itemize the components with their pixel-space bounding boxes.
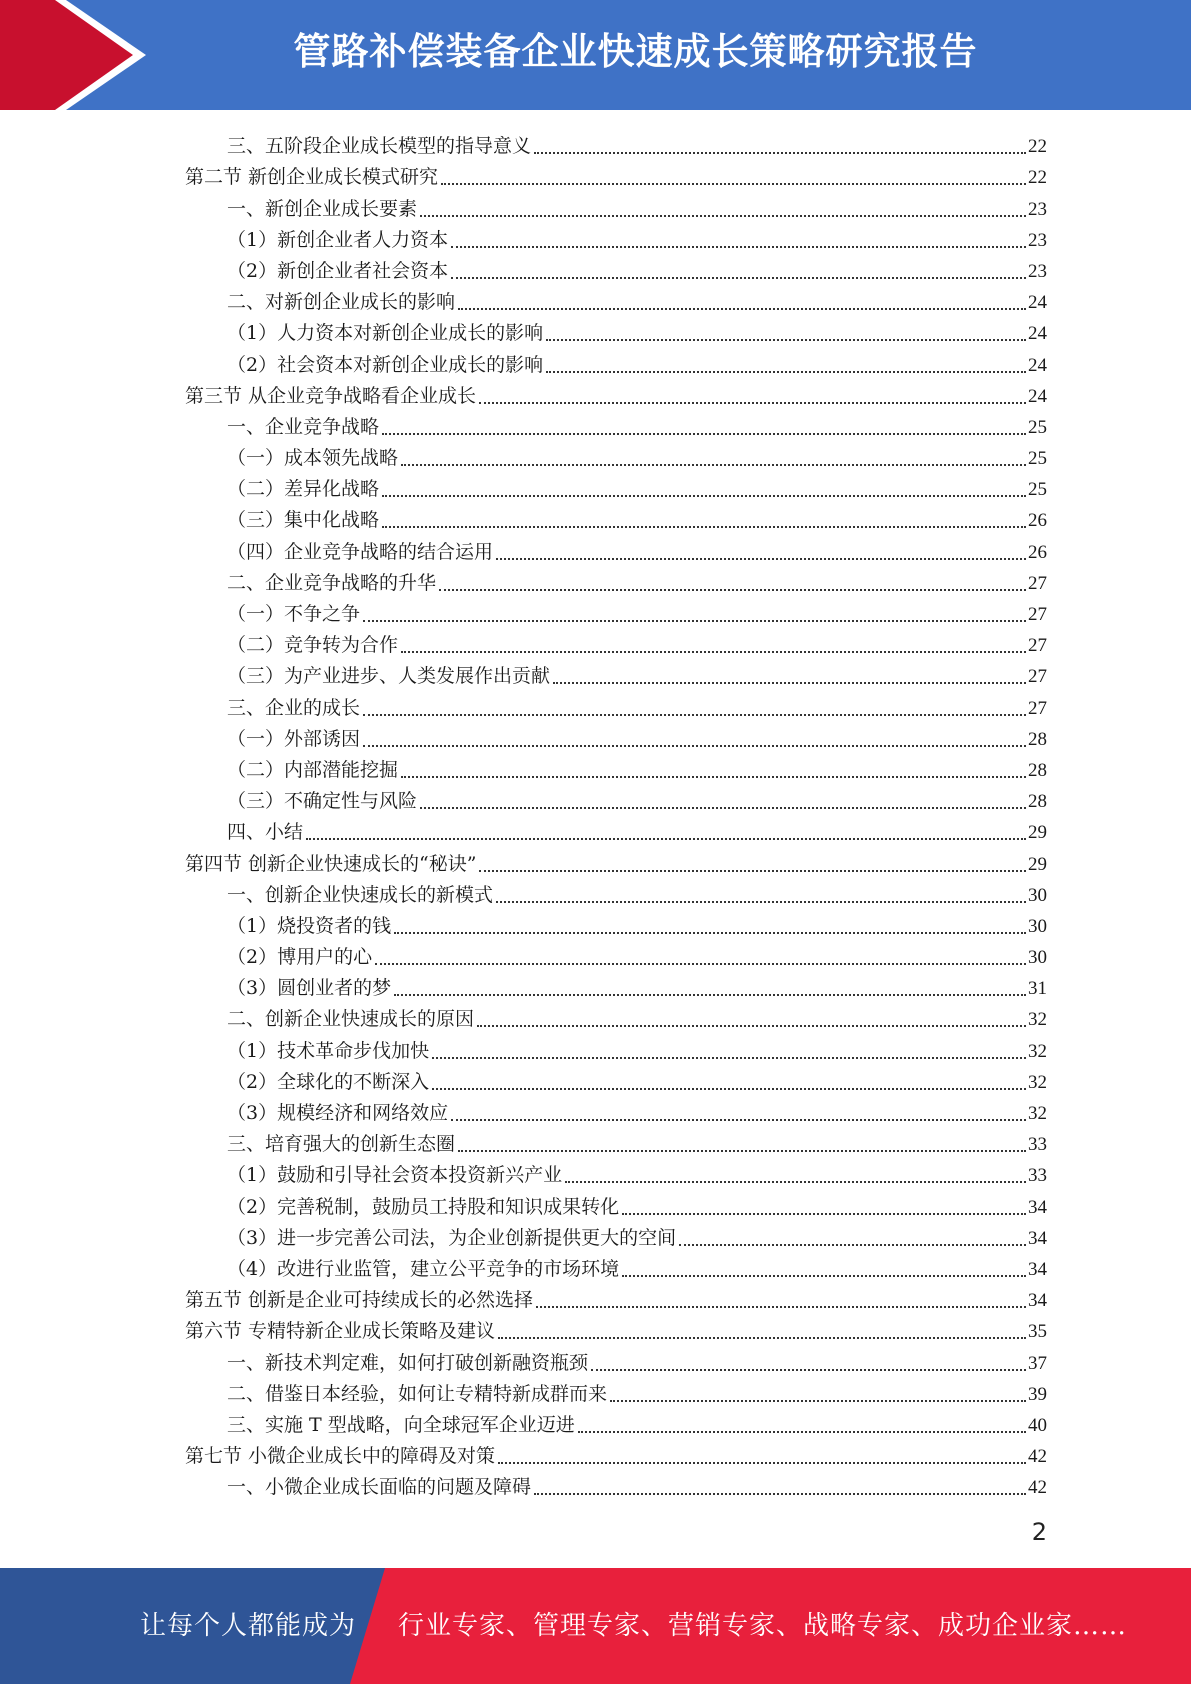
toc-entry (185, 379, 1047, 410)
toc-dot-leader (439, 589, 1026, 591)
toc-dot-leader (534, 152, 1026, 154)
toc-entry-title: 一、小微企业成长面临的问题及障碍 (227, 1476, 532, 1499)
toc-dot-leader (536, 1306, 1026, 1308)
toc-dot-leader (451, 1119, 1026, 1121)
footer-slogan-right: 行业专家、管理专家、营销专家、战略专家、成功企业家…… (398, 1611, 1128, 1641)
toc-entry-page: 28 (1028, 759, 1047, 781)
toc-entry-title: （二）差异化战略 (227, 478, 380, 501)
toc-entry-page: 34 (1028, 1227, 1047, 1249)
toc-entry-title: （三）不确定性与风险 (227, 790, 418, 813)
toc-entry-title: （2）新创企业者社会资本 (227, 259, 449, 282)
toc-dot-leader (565, 1181, 1026, 1183)
toc-entry-page: 34 (1028, 1196, 1047, 1218)
toc-entry-title: （一）外部诱因 (227, 727, 361, 750)
toc-entry-page: 34 (1028, 1258, 1047, 1280)
toc-dot-leader (479, 870, 1026, 872)
toc-entry-title: 三、五阶段企业成长模型的指导意义 (227, 135, 532, 158)
toc-entry (185, 1439, 1047, 1470)
toc-entry-title: 第二节 新创企业成长模式研究 (185, 166, 439, 189)
toc-entry-page: 27 (1028, 604, 1047, 625)
toc-entry-title: （二）竞争转为合作 (227, 634, 399, 657)
toc-entry (185, 410, 1047, 441)
toc-entry (185, 1096, 1047, 1127)
toc-dot-leader (458, 1150, 1026, 1152)
toc-entry-title: （1）烧投资者的钱 (227, 914, 392, 937)
red-chevron-icon (0, 0, 160, 110)
toc-dot-leader (458, 308, 1026, 310)
page-footer (0, 1568, 1191, 1684)
toc-entry (185, 534, 1047, 565)
toc-dot-leader (591, 1369, 1026, 1371)
toc-entry (185, 1252, 1047, 1283)
document-title: 管路补偿装备企业快速成长策略研究报告 (293, 30, 978, 73)
toc-dot-leader (546, 339, 1026, 341)
toc-dot-leader (496, 901, 1026, 903)
toc-entry-page: 28 (1028, 728, 1047, 750)
toc-entry-page: 27 (1028, 666, 1047, 688)
toc-dot-leader (553, 682, 1026, 684)
toc-entry (185, 1158, 1047, 1189)
toc-entry-title: 四、小结 (227, 821, 304, 844)
toc-entry (185, 597, 1047, 628)
toc-entry-title: （2）社会资本对新创企业成长的影响 (227, 353, 544, 376)
toc-entry-title: 二、创新企业快速成长的原因 (227, 1008, 475, 1031)
toc-entry-page: 24 (1028, 385, 1047, 407)
toc-entry-title: 二、企业竞争战略的升华 (227, 571, 437, 594)
toc-entry (185, 441, 1047, 472)
toc-dot-leader (578, 1431, 1026, 1433)
toc-dot-leader (610, 1400, 1026, 1402)
toc-entry-title: （1）新创企业者人力资本 (227, 228, 449, 251)
toc-dot-leader (363, 620, 1026, 622)
toc-entry (185, 503, 1047, 534)
toc-entry-title: 第六节 专精特新企业成长策略及建议 (185, 1320, 496, 1343)
toc-entry-title: （2）全球化的不断深入 (227, 1070, 430, 1093)
toc-dot-leader (382, 526, 1026, 528)
toc-dot-leader (420, 807, 1026, 809)
toc-entry-title: （四）企业竞争战略的结合运用 (227, 540, 494, 563)
toc-entry-page: 32 (1028, 1103, 1047, 1124)
toc-dot-leader (534, 1493, 1026, 1495)
toc-entry (185, 129, 1047, 160)
toc-entry-page: 26 (1028, 510, 1047, 532)
toc-entry (185, 628, 1047, 659)
toc-dot-leader (382, 433, 1026, 435)
toc-entry-title: （4）改进行业监管，建立公平竞争的市场环境 (227, 1257, 620, 1280)
toc-entry-title: 第四节 创新企业快速成长的“秘诀” (185, 852, 477, 875)
toc-entry-title: （二）内部潜能挖掘 (227, 758, 399, 781)
toc-entry-title: 第五节 创新是企业可持续成长的必然选择 (185, 1289, 534, 1312)
toc-entry (185, 1283, 1047, 1314)
toc-entry-title: 二、借鉴日本经验，如何让专精特新成群而来 (227, 1382, 608, 1405)
toc-entry (185, 659, 1047, 690)
toc-entry-title: （3）规模经济和网络效应 (227, 1102, 449, 1124)
toc-entry-title: （3）进一步完善公司法，为企业创新提供更大的空间 (227, 1226, 677, 1249)
toc-dot-leader (546, 371, 1026, 373)
toc-entry-page: 33 (1028, 1165, 1047, 1187)
toc-entry-page: 25 (1028, 479, 1047, 501)
toc-dot-leader (451, 277, 1026, 279)
toc-dot-leader (382, 495, 1026, 497)
toc-entry (185, 223, 1047, 254)
toc-entry (185, 1221, 1047, 1252)
toc-entry-title: 二、对新创企业成长的影响 (227, 291, 456, 314)
toc-entry-page: 40 (1028, 1414, 1047, 1436)
toc-dot-leader (479, 402, 1026, 404)
toc-entry-title: 一、新技术判定难，如何打破创新融资瓶颈 (227, 1351, 589, 1374)
toc-entry (185, 316, 1047, 347)
toc-entry-page: 31 (1028, 978, 1047, 1000)
toc-entry (185, 1345, 1047, 1376)
toc-entry-page: 24 (1028, 292, 1047, 314)
toc-dot-leader (451, 246, 1026, 248)
toc-dot-leader (477, 1025, 1026, 1027)
toc-entry-page: 30 (1028, 884, 1047, 906)
toc-entry-title: （2）完善税制，鼓励员工持股和知识成果转化 (227, 1195, 620, 1218)
toc-entry-title: 一、新创企业成长要素 (227, 197, 418, 220)
footer-slogan-left: 让每个人都能成为 (140, 1611, 357, 1641)
toc-dot-leader (432, 1088, 1026, 1090)
toc-entry-page: 30 (1028, 947, 1047, 969)
toc-entry (185, 940, 1047, 971)
toc-entry-title: 第七节 小微企业成长中的障碍及对策 (185, 1445, 496, 1468)
toc-entry-page: 32 (1028, 1071, 1047, 1093)
toc-entry-title: 三、培育强大的创新生态圈 (227, 1133, 456, 1156)
toc-entry-page: 34 (1028, 1290, 1047, 1312)
toc-dot-leader (622, 1275, 1026, 1277)
page-number: 2 (1031, 1518, 1047, 1546)
table-of-contents (185, 129, 1047, 1501)
toc-entry (185, 1127, 1047, 1158)
toc-entry-title: （1）鼓励和引导社会资本投资新兴产业 (227, 1164, 563, 1187)
toc-dot-leader (498, 1337, 1026, 1339)
toc-entry (185, 722, 1047, 753)
toc-entry (185, 971, 1047, 1002)
toc-entry-page: 27 (1028, 572, 1047, 594)
toc-dot-leader (498, 1462, 1026, 1464)
toc-dot-leader (306, 838, 1026, 840)
toc-entry-title: （3）圆创业者的梦 (227, 977, 392, 1000)
toc-entry-title: （1）技术革命步伐加快 (227, 1039, 430, 1062)
toc-dot-leader (401, 651, 1026, 653)
toc-dot-leader (432, 1057, 1026, 1059)
toc-entry (185, 1065, 1047, 1096)
toc-entry (185, 1314, 1047, 1345)
toc-entry-page: 24 (1028, 323, 1047, 345)
toc-entry (185, 690, 1047, 721)
toc-dot-leader (363, 714, 1026, 716)
toc-entry-title: （一）成本领先战略 (227, 447, 399, 470)
toc-entry (185, 784, 1047, 815)
toc-entry-title: 一、企业竞争战略 (227, 415, 380, 438)
toc-entry (185, 254, 1047, 285)
toc-entry-page: 42 (1028, 1446, 1047, 1468)
toc-entry (185, 566, 1047, 597)
toc-entry-page: 27 (1028, 635, 1047, 657)
toc-entry-title: 一、创新企业快速成长的新模式 (227, 883, 494, 906)
toc-entry-page: 23 (1028, 229, 1047, 251)
toc-entry-page: 33 (1028, 1134, 1047, 1156)
toc-entry (185, 909, 1047, 940)
toc-dot-leader (679, 1244, 1026, 1246)
toc-entry-page: 29 (1028, 822, 1047, 844)
toc-entry-title: （一）不争之争 (227, 603, 361, 625)
toc-entry (185, 753, 1047, 784)
toc-dot-leader (394, 932, 1026, 934)
toc-entry (185, 1033, 1047, 1064)
toc-entry-page: 25 (1028, 448, 1047, 470)
toc-dot-leader (363, 745, 1026, 747)
toc-entry (185, 846, 1047, 877)
toc-dot-leader (496, 558, 1026, 560)
toc-entry (185, 1377, 1047, 1408)
toc-entry (185, 285, 1047, 316)
toc-entry (185, 1189, 1047, 1220)
toc-entry-page: 26 (1028, 541, 1047, 563)
toc-entry-page: 32 (1028, 1009, 1047, 1031)
toc-entry-page: 24 (1028, 354, 1047, 376)
toc-entry-page: 37 (1028, 1352, 1047, 1374)
toc-dot-leader (622, 1213, 1026, 1215)
toc-entry (185, 191, 1047, 222)
toc-entry-page: 35 (1028, 1321, 1047, 1343)
toc-entry-title: （1）人力资本对新创企业成长的影响 (227, 322, 544, 345)
page-header (0, 0, 1191, 110)
toc-entry-page: 29 (1028, 853, 1047, 875)
toc-entry-page: 27 (1028, 697, 1047, 719)
toc-entry-title: （三）为产业进步、人类发展作出贡献 (227, 665, 551, 688)
toc-dot-leader (394, 994, 1026, 996)
toc-entry (185, 815, 1047, 846)
toc-entry-title: （2）博用户的心 (227, 946, 373, 969)
toc-entry-page: 23 (1028, 198, 1047, 220)
toc-entry-title: 三、实施 T 型战略，向全球冠军企业迈进 (227, 1413, 575, 1436)
toc-entry-page: 23 (1028, 260, 1047, 282)
toc-entry (185, 347, 1047, 378)
toc-dot-leader (401, 776, 1026, 778)
toc-entry-page: 30 (1028, 915, 1047, 937)
toc-entry-title: 第三节 从企业竞争战略看企业成长 (185, 384, 477, 407)
toc-dot-leader (375, 963, 1026, 965)
toc-entry (185, 1002, 1047, 1033)
chevron-red-fill (0, 0, 133, 110)
toc-entry (185, 472, 1047, 503)
toc-entry (185, 160, 1047, 191)
toc-dot-leader (420, 215, 1026, 217)
toc-entry-title: （三）集中化战略 (227, 509, 380, 532)
toc-entry-page: 39 (1028, 1383, 1047, 1405)
toc-dot-leader (401, 464, 1026, 466)
toc-entry-title: 三、企业的成长 (227, 696, 361, 719)
toc-entry-page: 32 (1028, 1040, 1047, 1062)
toc-entry-page: 22 (1028, 136, 1047, 158)
toc-entry-page: 28 (1028, 791, 1047, 813)
toc-entry (185, 1408, 1047, 1439)
toc-entry-page: 42 (1028, 1477, 1047, 1499)
toc-entry-page: 25 (1028, 416, 1047, 438)
toc-entry (185, 1470, 1047, 1501)
toc-entry-page: 22 (1028, 167, 1047, 189)
toc-dot-leader (441, 183, 1026, 185)
toc-entry (185, 878, 1047, 909)
